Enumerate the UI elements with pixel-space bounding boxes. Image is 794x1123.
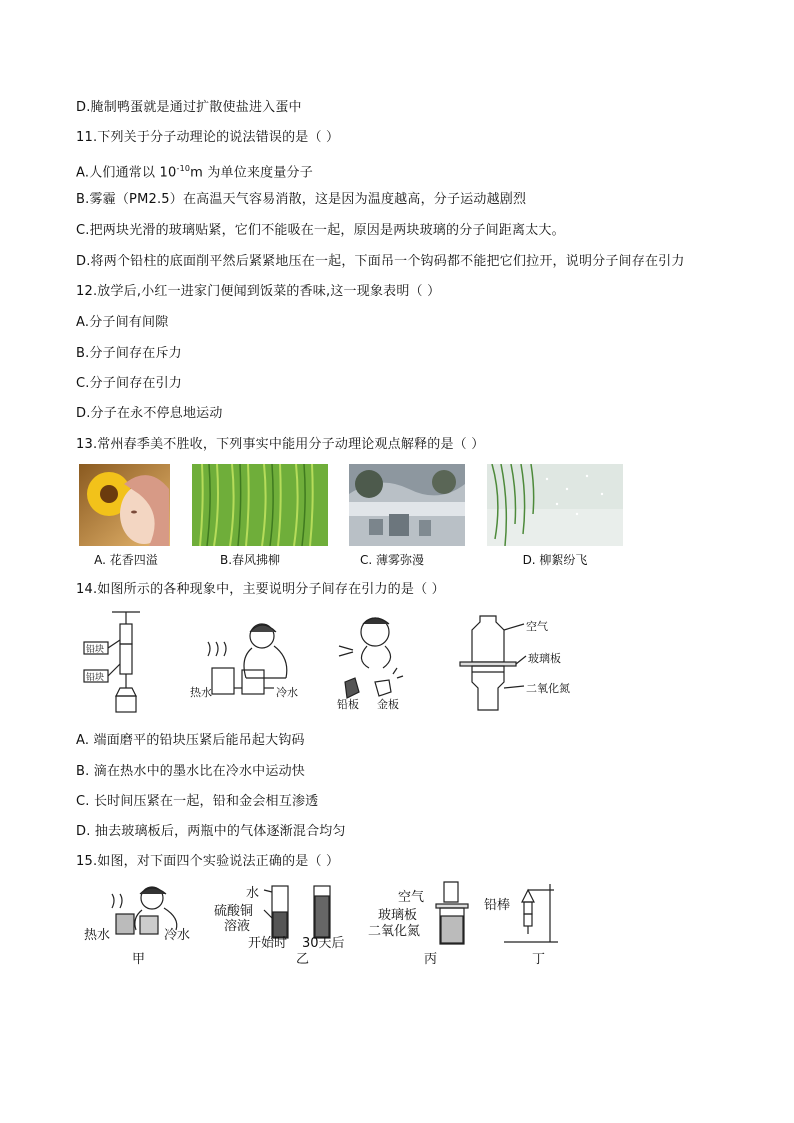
q10-option-d: D.腌制鸭蛋就是通过扩散使盐进入蛋中 — [76, 100, 302, 115]
q12-option-c: C.分子间存在引力 — [76, 376, 183, 391]
q14-option-a: A. 端面磨平的铅块压紧后能吊起大钩码 — [76, 733, 305, 748]
q15-label-hot-water: 热水 — [84, 928, 111, 943]
q15-fig-jia — [84, 884, 204, 967]
q12-option-a: A.分子间有间隙 — [76, 315, 169, 330]
q13-stem: 13.常州春季美不胜收，下列事实中能用分子动理论观点解释的是（ ） — [76, 437, 485, 452]
q13-photo-catkins — [487, 464, 623, 546]
q13-photo-willow — [192, 464, 328, 546]
q11-option-d: D.将两个铅柱的底面削平然后紧紧地压在一起，下面吊一个钩码都不能把它们拉开，说明分子间存在引力 — [76, 254, 685, 269]
q12-stem: 12.放学后,小红一进家门便闻到饭菜的香味,这一现象表明（ ） — [76, 284, 441, 299]
q15-label-30-days: 30天后 — [302, 936, 345, 951]
q13-photo-flower — [79, 464, 170, 546]
q14-label-air: 空气 — [526, 620, 548, 633]
q12-option-b: B.分子间存在斥力 — [76, 346, 182, 361]
q11-stem: 11.下列关于分子动理论的说法错误的是（ ） — [76, 130, 340, 145]
q13-caption-b: B.春风拂柳 — [219, 553, 281, 567]
q15-label-water: 水 — [246, 886, 260, 901]
q11-a-part1: A.人们通常以 10 — [76, 165, 177, 181]
q14-option-c: C. 长时间压紧在一起，铅和金会相互渗透 — [76, 794, 319, 809]
q15-label-cold-water: 冷水 — [164, 928, 191, 943]
q13-caption-a: A. 花香四溢 — [94, 553, 158, 567]
q15-caption-ding: 丁 — [532, 952, 546, 967]
q15-label-start: 开始时 — [248, 936, 288, 951]
q14-label-lead-bottom: 铅块 — [86, 673, 105, 683]
q14-stem: 14.如图所示的各种现象中，主要说明分子间存在引力的是（ ） — [76, 582, 445, 597]
q15-fig-yi — [214, 882, 354, 967]
q11-a-part2: m 为单位来度量分子 — [190, 165, 313, 181]
q14-label-glass-plate: 玻璃板 — [528, 652, 561, 665]
q12-option-d: D.分子在永不停息地运动 — [76, 406, 223, 421]
q15-label-air: 空气 — [398, 890, 425, 905]
q14-fig-gas-diffusion — [448, 612, 578, 716]
q13-caption-d: D. 柳絮纷飞 — [522, 553, 588, 567]
q14-option-b: B. 滴在热水中的墨水比在冷水中运动快 — [76, 764, 305, 779]
q15-label-glass-plate: 玻璃板 — [378, 908, 418, 923]
q14-label-gold-plate: 金板 — [377, 698, 399, 711]
q14-label-no2: 二氧化氮 — [526, 682, 570, 695]
q14-fig-lead-blocks — [82, 608, 162, 716]
q13-caption-c: C. 薄雾弥漫 — [359, 553, 424, 567]
q15-caption-yi: 乙 — [296, 952, 310, 967]
q15-label-no2: 二氧化氮 — [368, 924, 421, 939]
q11-a-exponent: -10 — [176, 164, 191, 173]
q14-label-lead-plate: 铅板 — [337, 698, 359, 711]
q11-option-a — [76, 160, 313, 182]
q15-label-cuso4-1: 硫酸铜 — [214, 904, 254, 919]
q14-fig-lead-gold — [335, 612, 415, 712]
q15-stem: 15.如图，对下面四个实验说法正确的是（ ） — [76, 854, 340, 869]
q15-caption-bing: 丙 — [424, 952, 438, 967]
q14-option-d: D. 抽去玻璃板后，两瓶中的气体逐渐混合均匀 — [76, 824, 346, 839]
q15-label-lead-rod: 铅棒 — [484, 898, 511, 913]
q14-fig-ink-diffusion — [190, 618, 310, 708]
q14-label-lead-top: 铅块 — [86, 645, 105, 655]
q11-option-b: B.雾霾（PM2.5）在高温天气容易消散，这是因为温度越高，分子运动越剧烈 — [76, 192, 527, 207]
q15-label-cuso4-2: 溶液 — [224, 919, 251, 934]
q14-label-hot-water: 热水 — [190, 686, 212, 699]
q11-option-c: C.把两块光滑的玻璃贴紧，它们不能吸在一起，原因是两块玻璃的分子间距离太大。 — [76, 223, 565, 238]
q15-caption-jia: 甲 — [132, 952, 146, 967]
q15-fig-bing — [368, 880, 478, 967]
q15-fig-ding — [484, 880, 564, 967]
q13-photo-fog — [349, 464, 465, 546]
q14-label-cold-water: 冷水 — [276, 686, 298, 699]
